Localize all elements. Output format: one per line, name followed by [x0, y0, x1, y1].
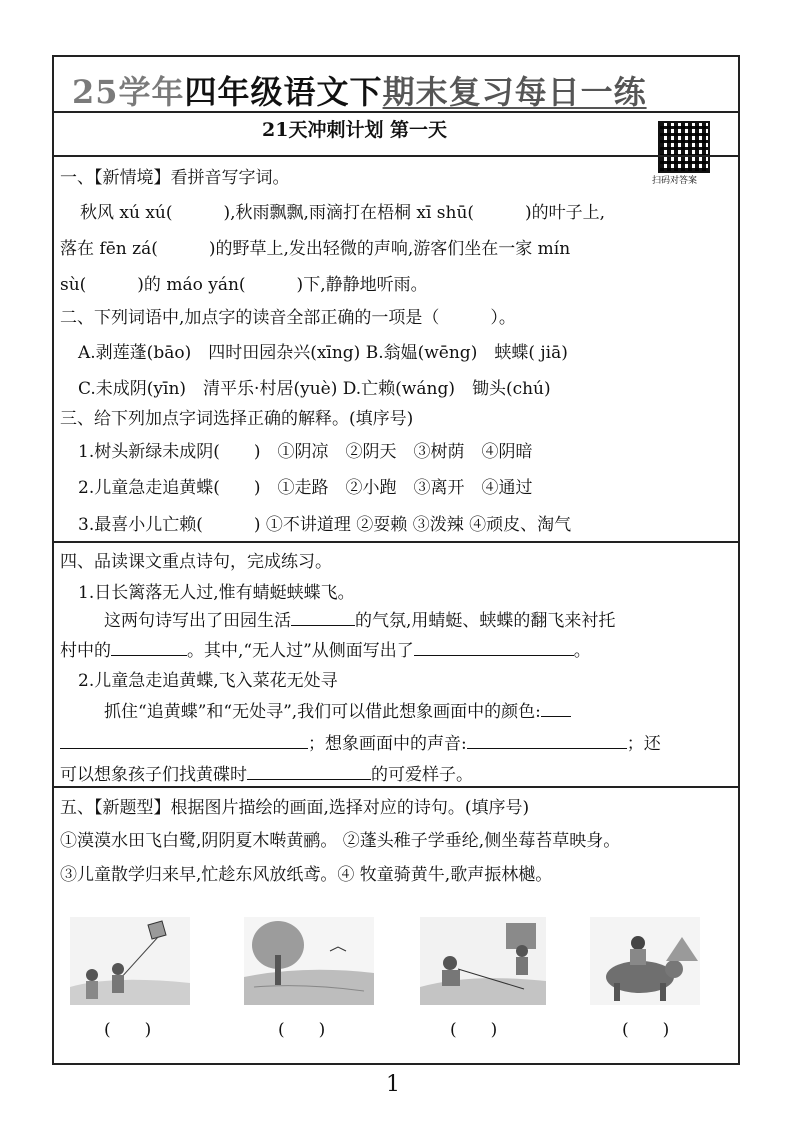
- section4-p1-line1: 这两句诗写出了田园生活 的气氛,用蜻蜓、蛱蝶的翻飞来衬托: [104, 606, 615, 631]
- section4-p1-line2: 村中的 。其中,“无人过”从侧面写出了 。: [60, 636, 591, 661]
- answer-blank-picture-4[interactable]: ( ): [622, 1020, 670, 1040]
- title-divider: [52, 111, 740, 113]
- section4-p2-line1: 抓住“追黄蝶”和“无处寻”,我们可以借此想象画面中的颜色:: [104, 697, 571, 722]
- section3-heading: 三、给下列加点字词选择正确的解释。(填序号): [60, 409, 414, 429]
- section2-options-row2: C.未成阴(yīn) 清平乐·村居(yuè) D.亡赖(wáng) 锄头(chú): [78, 379, 551, 399]
- answer-blank-picture-3[interactable]: ( ): [450, 1020, 498, 1040]
- title-review: 期末复习每日一练: [382, 73, 647, 111]
- section-divider-5: [52, 786, 740, 788]
- page-number: 1: [386, 1072, 400, 1097]
- section4-p2-line2: ；想象画面中的声音: ；还: [60, 729, 661, 754]
- qr-label: 扫码对答案: [652, 176, 698, 186]
- answer-blank-picture-1[interactable]: ( ): [104, 1020, 152, 1040]
- section4-poem1: 1.日长篱落无人过,惟有蜻蜓蛱蝶飞。: [78, 583, 355, 603]
- section5-line1: ①漠漠水田飞白鹭,阴阴夏木啭黄鹂。 ②蓬头稚子学垂纶,侧坐莓苔草映身。: [60, 831, 621, 851]
- section1-line3: sù( )的 máo yán( )下,静静地听雨。: [60, 275, 428, 295]
- section5-heading: 五、【新题型】根据图片描绘的画面,选择对应的诗句。(填序号): [60, 798, 530, 818]
- herd-boy-ox-illustration: [590, 917, 700, 1005]
- page-title: [72, 67, 722, 113]
- answer-blank-search[interactable]: [247, 761, 371, 780]
- header-divider: [52, 155, 740, 157]
- answer-blank-side-view[interactable]: [414, 637, 574, 656]
- title-year: 25学年: [72, 73, 185, 111]
- answer-blank-color[interactable]: [60, 730, 308, 749]
- section4-poem2: 2.儿童急走追黄蝶,飞入菜花无处寻: [78, 671, 338, 691]
- section2-heading: 二、下列词语中,加点字的读音全部正确的一项是（ ）。: [60, 308, 516, 328]
- section5-line2: ③儿童散学归来早,忙趁东风放纸鸢。④ 牧童骑黄牛,歌声振林樾。: [60, 865, 553, 885]
- subtitle: 21天冲刺计划 第一天: [262, 119, 448, 141]
- child-fishing-illustration: [420, 917, 546, 1005]
- kite-flying-children-illustration: [70, 917, 190, 1005]
- section1-line2: 落在 fēn zá( )的野草上,发出轻微的声响,游客们坐在一家 mín: [60, 239, 571, 259]
- answer-blank-color-start[interactable]: [541, 698, 571, 717]
- section2-options-row1: A.剥莲蓬(bāo) 四时田园杂兴(xīng) B.翁媪(wēng) 蛱蝶( jiā): [78, 343, 568, 363]
- willow-paddy-field-illustration: [244, 917, 374, 1005]
- section3-q3: 3.最喜小儿亡赖( ) ①不讲道理 ②耍赖 ③泼辣 ④顽皮、淘气: [78, 515, 572, 535]
- section3-q2: 2.儿童急走追黄蝶( ) ①走路 ②小跑 ③离开 ④通过: [78, 478, 533, 498]
- qr-code-icon[interactable]: [658, 121, 710, 173]
- section1-line1: 秋风 xú xú( ),秋雨飘飘,雨滴打在梧桐 xī shū( )的叶子上,: [80, 203, 606, 223]
- section1-heading: 一、【新情境】看拼音写字词。: [60, 168, 290, 188]
- section4-p2-line3: 可以想象孩子们找黄碟时 的可爱样子。: [60, 760, 473, 785]
- section3-q1: 1.树头新绿未成阴( ) ①阴凉 ②阴天 ③树荫 ④阴暗: [78, 442, 533, 462]
- answer-blank-village[interactable]: [111, 637, 187, 656]
- title-grade: 四年级语文下: [184, 73, 383, 111]
- section-divider-4: [52, 541, 740, 543]
- section4-heading: 四、品读课文重点诗句，完成练习。: [60, 552, 332, 572]
- answer-blank-picture-2[interactable]: ( ): [278, 1020, 326, 1040]
- answer-blank-sound[interactable]: [467, 730, 627, 749]
- answer-blank-atmosphere[interactable]: [291, 607, 355, 626]
